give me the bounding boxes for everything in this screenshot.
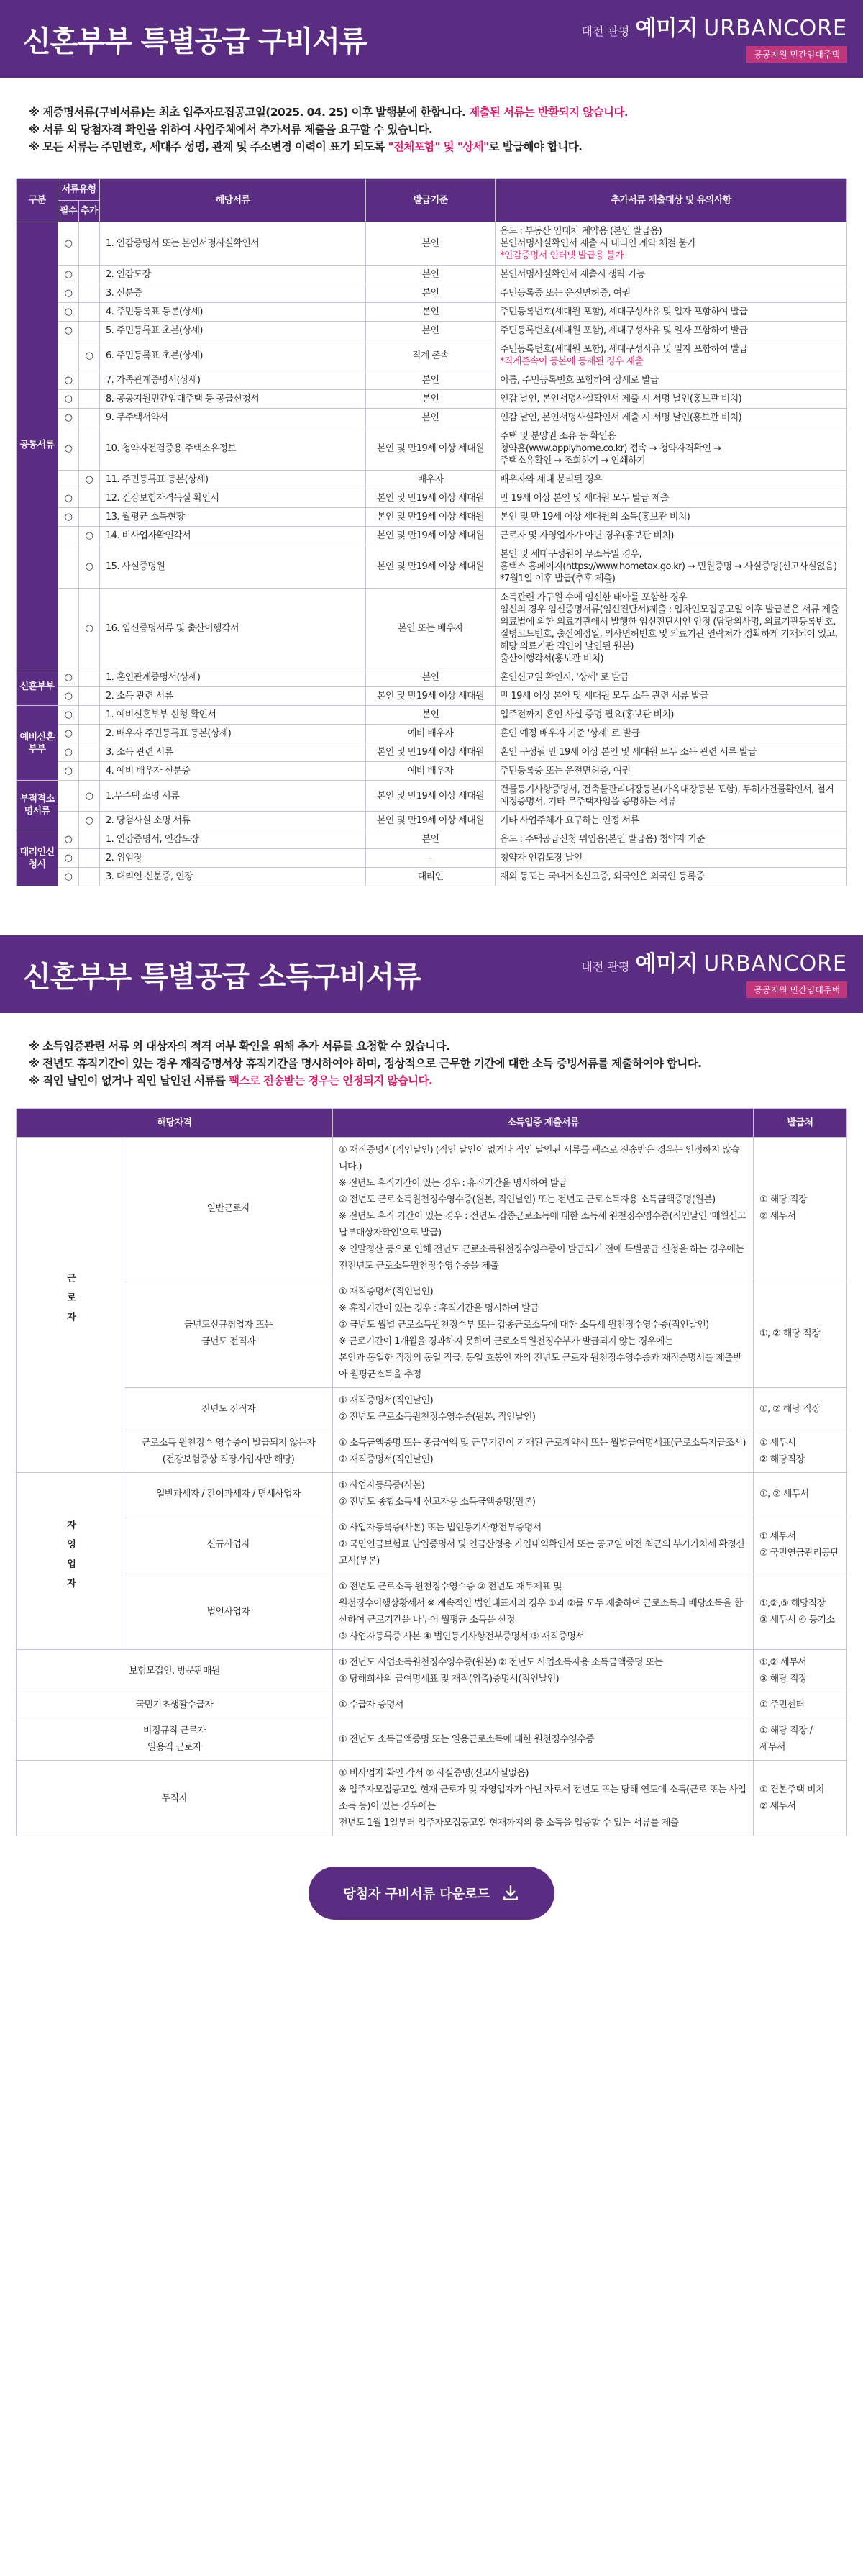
doc-note: 본인서명사실확인서 제출시 생략 가능 bbox=[496, 266, 847, 284]
header-required: 필수 bbox=[58, 201, 79, 222]
issuer: 본인 bbox=[366, 409, 496, 427]
additional-mark: ○ bbox=[79, 471, 100, 489]
table-row bbox=[17, 830, 847, 849]
table-row bbox=[17, 589, 847, 668]
required-mark: ○ bbox=[58, 508, 79, 527]
doc-name: 12. 건강보험자격득실 확인서 bbox=[100, 489, 366, 508]
required-mark: ○ bbox=[58, 830, 79, 849]
issuer: 본인 bbox=[366, 668, 496, 687]
doc-name: 4. 주민등록표 등본(상세) bbox=[100, 303, 366, 322]
qual-issuer: ① 해당 직장 ② 세무서 bbox=[754, 1138, 847, 1279]
doc-name: 2. 위임장 bbox=[100, 849, 366, 868]
doc-note: 만 19세 이상 본인 및 세대원 모두 발급 제출 bbox=[496, 489, 847, 508]
header-issuer2: 발급처 bbox=[754, 1109, 847, 1138]
qual-issuer: ①,②,⑤ 해당직장 ③ 세무서 ④ 등기소 bbox=[754, 1574, 847, 1650]
additional-mark: ○ bbox=[79, 589, 100, 668]
table-row bbox=[17, 508, 847, 527]
qual-docs: ① 사업자등록증(사본) 또는 법인등기사항전부증명서 ② 국민연금보험료 납입증명서 및 연금산정용 가입내역확인서 또는 공고일 이전 최근의 부가가치세 확정신고서(부본) bbox=[333, 1515, 754, 1574]
note-highlight: "전체포함" 및 "상세" bbox=[388, 140, 489, 153]
qual-type: 일반근로자 bbox=[124, 1138, 333, 1279]
additional-mark bbox=[79, 706, 100, 725]
required-mark: ○ bbox=[58, 725, 79, 743]
download-wrap bbox=[0, 1836, 863, 1920]
note-line: ※ 소득입증관련 서류 외 대상자의 적격 여부 확인을 위해 추가 서류를 요청할 수 있습니다. bbox=[29, 1040, 450, 1053]
qual-type: 금년도신규취업자 또는 금년도 전직자 bbox=[124, 1279, 333, 1388]
additional-mark: ○ bbox=[79, 340, 100, 371]
additional-mark bbox=[79, 322, 100, 340]
section2-notes bbox=[0, 1013, 863, 1089]
additional-mark bbox=[79, 762, 100, 781]
required-mark: ○ bbox=[58, 427, 79, 471]
required-mark bbox=[58, 545, 79, 589]
qual-type: 보험모집인, 방문판매원 bbox=[17, 1650, 333, 1692]
doc-name: 15. 사실증명원 bbox=[100, 545, 366, 589]
brand-logo bbox=[581, 10, 847, 63]
doc-name: 6. 주민등록표 초본(상세) bbox=[100, 340, 366, 371]
doc-name: 13. 월평균 소득현황 bbox=[100, 508, 366, 527]
issuer: 본인 및 만19세 이상 세대원 bbox=[366, 743, 496, 762]
doc-note: 혼인 예정 배우자 기준 '상세' 로 발급 bbox=[496, 725, 847, 743]
table-row bbox=[17, 868, 847, 886]
doc-name: 1. 인감증명서 또는 본인서명사실확인서 bbox=[100, 222, 366, 266]
qual-type: 일반과세자 / 간이과세자 / 면세사업자 bbox=[124, 1473, 333, 1515]
table-row bbox=[17, 1279, 847, 1388]
brand-main: 예미지 bbox=[635, 951, 698, 976]
header-issuer: 발급기준 bbox=[366, 179, 496, 222]
doc-note: 용도 : 부동산 임대차 계약용 (본인 발급용) 본인서명사실확인서 제출 시 대리인 계약 체결 불가 *인감증명서 인터넷 발급용 불가 bbox=[496, 222, 847, 266]
qual-group bbox=[17, 1138, 124, 1473]
doc-note: 용도 : 주택공급신청 위임용(본인 발급용) 청약자 기준 bbox=[496, 830, 847, 849]
doc-note: 기타 사업주체가 요구하는 인정 서류 bbox=[496, 812, 847, 830]
qual-docs: ① 소득금액증명 또는 총급여액 및 근무기간이 기재된 근로계약서 또는 월별급여명세표(근로소득지급조서) ② 재직증명서(직인날인) bbox=[333, 1430, 754, 1473]
qual-group-label: 근로자 bbox=[65, 1273, 76, 1331]
doc-note: 청약자 인감도장 날인 bbox=[496, 849, 847, 868]
header-additional: 추가 bbox=[79, 201, 100, 222]
brand-core: URBANCORE bbox=[703, 951, 847, 976]
table-row bbox=[17, 427, 847, 471]
doc-name: 2. 인감도장 bbox=[100, 266, 366, 284]
qual-type: 비정규직 근로자 일용직 근로자 bbox=[17, 1718, 333, 1761]
doc-note: 근로자 및 자영업자가 아닌 경우(홍보관 비치) bbox=[496, 527, 847, 545]
doc-note: 건물등기사항증명서, 건축물관리대장등본(가옥대장등본 포함), 무허가건물확인서, 철거예정증명서, 기타 무주택자임을 증명하는 서류 bbox=[496, 781, 847, 812]
doc-name: 2. 당첨사실 소명 서류 bbox=[100, 812, 366, 830]
issuer: 직계 존속 bbox=[366, 340, 496, 371]
table-row bbox=[17, 1388, 847, 1430]
additional-mark bbox=[79, 668, 100, 687]
additional-mark: ○ bbox=[79, 527, 100, 545]
table-row bbox=[17, 1473, 847, 1515]
issuer: 본인 bbox=[366, 222, 496, 266]
table-row bbox=[17, 222, 847, 266]
qual-docs: ① 전년도 사업소득원천징수영수증(원본) ② 전년도 사업소득자용 소득금액증명 또는 ③ 당해회사의 급여명세표 및 재직(위촉)증명서(직인날인) bbox=[333, 1650, 754, 1692]
doc-note: 주민등록증 또는 운전면허증, 여권 bbox=[496, 284, 847, 303]
doc-name: 3. 대리인 신분증, 인장 bbox=[100, 868, 366, 886]
qual-type: 무직자 bbox=[17, 1761, 333, 1836]
doc-note: 주민등록번호(세대원 포함), 세대구성사유 및 일자 포함하여 발급 bbox=[496, 322, 847, 340]
table-row bbox=[17, 322, 847, 340]
header-notes: 추가서류 제출대상 및 유의사항 bbox=[496, 179, 847, 222]
brand-sub: 대전 관평 bbox=[581, 24, 630, 38]
doc-name: 11. 주민등록표 등본(상세) bbox=[100, 471, 366, 489]
additional-mark bbox=[79, 489, 100, 508]
table-row bbox=[17, 781, 847, 812]
table-row bbox=[17, 303, 847, 322]
brand-tag: 공공지원 민간임대주택 bbox=[746, 981, 847, 998]
qual-issuer: ① 견본주택 비치 ② 세무서 bbox=[754, 1761, 847, 1836]
required-mark: ○ bbox=[58, 668, 79, 687]
qual-group bbox=[17, 1473, 124, 1650]
table-row bbox=[17, 706, 847, 725]
table-row bbox=[17, 725, 847, 743]
qual-type: 국민기초생활수급자 bbox=[17, 1692, 333, 1718]
brand-main: 예미지 bbox=[635, 16, 698, 41]
table-row bbox=[17, 1574, 847, 1650]
issuer: 본인 bbox=[366, 322, 496, 340]
qual-issuer: ① 주민센터 bbox=[754, 1692, 847, 1718]
additional-mark bbox=[79, 284, 100, 303]
additional-mark bbox=[79, 222, 100, 266]
doc-name: 10. 청약자전검증용 주택소유정보 bbox=[100, 427, 366, 471]
section1-banner bbox=[0, 0, 863, 78]
additional-mark: ○ bbox=[79, 812, 100, 830]
doc-note: 인감 날인, 본인서명사실확인서 제출 시 서명 날인(홍보관 비치) bbox=[496, 390, 847, 409]
issuer: 본인 및 만19세 이상 세대원 bbox=[366, 489, 496, 508]
additional-mark bbox=[79, 687, 100, 706]
doc-note: 만 19세 이상 본인 및 세대원 모두 소득 관련 서류 발급 bbox=[496, 687, 847, 706]
issuer: 대리인 bbox=[366, 868, 496, 886]
qual-docs: ① 재직증명서(직인날인) (직인 날인이 없거나 직인 날인된 서류를 팩스로 전송받은 경우는 인정하지 않습니다.) ※ 전년도 휴직기간이 있는 경우 : 휴직기간을 명시하여 발급 ② 전년도 근로소득원천징수영수증(원본, 직인날인) 또는 전년도 근로소득자용 소득금액증명(원본) ※ 전년도 휴직 기간이 있는 경우 : 전년도 갑종근로소득에 대한 소득세 원천징수영수증(직인날인 '매월신고납부대상자확인'으로 발급) ※ 연말정산 등으로 인해 전년도 근로소득원천징수영수증이 발급되기 전에 특별공급 신청을 하는 경우에는 전전년도 근로소득원천징수영수증을 제출 bbox=[333, 1138, 754, 1279]
doc-note: 인감 날인, 본인서명사실확인서 제출 시 서명 날인(홍보관 비치) bbox=[496, 409, 847, 427]
table-row bbox=[17, 1718, 847, 1761]
note-highlight: 팩스로 전송받는 경우는 인정되지 않습니다. bbox=[229, 1074, 433, 1087]
doc-note: 배우자와 세대 분리된 경우 bbox=[496, 471, 847, 489]
table-row bbox=[17, 1430, 847, 1473]
table-row bbox=[17, 1650, 847, 1692]
note-highlight: 제출된 서류는 반환되지 않습니다. bbox=[469, 106, 629, 119]
section1-notes bbox=[0, 78, 863, 155]
additional-mark bbox=[79, 830, 100, 849]
issuer: 본인 및 만19세 이상 세대원 bbox=[366, 781, 496, 812]
qual-docs: ① 사업자등록증(사본) ② 전년도 종합소득세 신고자용 소득금액증명(원본) bbox=[333, 1473, 754, 1515]
doc-name: 16. 임신증명서류 및 출산이행각서 bbox=[100, 589, 366, 668]
required-mark: ○ bbox=[58, 706, 79, 725]
section1-table-wrap bbox=[0, 155, 863, 886]
issuer: 본인 bbox=[366, 284, 496, 303]
required-mark bbox=[58, 340, 79, 371]
download-icon bbox=[501, 1884, 520, 1902]
doc-name: 1. 인감증명서, 인감도장 bbox=[100, 830, 366, 849]
additional-mark bbox=[79, 725, 100, 743]
note-line: ※ 제증명서류(구비서류)는 최초 입주자모집공고일(2025. 04. 25) 이후 발행분에 한합니다. 제출된 서류는 반환되지 않습니다. bbox=[29, 106, 629, 119]
doc-note: 입주전까지 혼인 사실 증명 필요(홍보관 비치) bbox=[496, 706, 847, 725]
group-label: 부적격소명서류 bbox=[17, 781, 58, 830]
qual-issuer: ①, ② 세무서 bbox=[754, 1473, 847, 1515]
issuer: 본인 bbox=[366, 706, 496, 725]
additional-mark bbox=[79, 743, 100, 762]
required-mark: ○ bbox=[58, 266, 79, 284]
qual-issuer: ① 세무서 ② 해당직장 bbox=[754, 1430, 847, 1473]
doc-note-warning: *인감증명서 인터넷 발급용 불가 bbox=[500, 250, 624, 261]
group-label: 신혼부부 bbox=[17, 668, 58, 706]
doc-note: 본인 및 만 19세 이상 세대원의 소득(홍보관 비치) bbox=[496, 508, 847, 527]
table-row bbox=[17, 284, 847, 303]
table-row bbox=[17, 527, 847, 545]
doc-name: 1.무주택 소명 서류 bbox=[100, 781, 366, 812]
required-mark: ○ bbox=[58, 371, 79, 390]
doc-name: 1. 혼인관계증명서(상세) bbox=[100, 668, 366, 687]
additional-mark: ○ bbox=[79, 781, 100, 812]
table-row bbox=[17, 668, 847, 687]
qual-type: 근로소득 원천징수 영수증이 발급되지 않는자 (건강보험증상 직장가입자만 해당) bbox=[124, 1430, 333, 1473]
doc-name: 5. 주민등록표 초본(상세) bbox=[100, 322, 366, 340]
doc-name: 9. 무주택서약서 bbox=[100, 409, 366, 427]
qual-docs: ① 재직증명서(직인날인) ※ 휴직기간이 있는 경우 : 휴직기간을 명시하여 발급 ② 금년도 월별 근로소득원천징수부 또는 갑종근로소득에 대한 소득세 원천징수영수증(직인날인) ※ 근로기간이 1개월을 경과하지 못하여 근로소득원천징수부가 발급되지 않는 경우에는 본인과 동일한 직장의 동일 직급, 동일 호봉인 자의 전년도 근로자 원천징수영수증과 재직증명서를 제출받아 월평균소득을 추정 bbox=[333, 1279, 754, 1388]
table-row bbox=[17, 266, 847, 284]
qual-issuer: ① 해당 직장 / 세무서 bbox=[754, 1718, 847, 1761]
qual-docs: ① 수급자 증명서 bbox=[333, 1692, 754, 1718]
doc-name: 1. 예비신혼부부 신청 확인서 bbox=[100, 706, 366, 725]
doc-note: 혼인 구성될 만 19세 이상 본인 및 세대원 모두 소득 관련 서류 발급 bbox=[496, 743, 847, 762]
issuer: 본인 및 만19세 이상 세대원 bbox=[366, 508, 496, 527]
doc-note: 주민등록번호(세대원 포함), 세대구성사유 및 일자 포함하여 발급 *직계존속이 등본에 등재된 경우 제출 bbox=[496, 340, 847, 371]
doc-name: 2. 배우자 주민등록표 등본(상세) bbox=[100, 725, 366, 743]
issuer: 본인 및 만19세 이상 세대원 bbox=[366, 427, 496, 471]
doc-note: 혼인신고일 확인시, '상세' 로 발급 bbox=[496, 668, 847, 687]
qual-issuer: ①, ② 해당 직장 bbox=[754, 1388, 847, 1430]
required-mark bbox=[58, 471, 79, 489]
qual-docs: ① 재직증명서(직인날인) ② 전년도 근로소득원천징수영수증(원본, 직인날인) bbox=[333, 1388, 754, 1430]
issuer: 본인 및 만19세 이상 세대원 bbox=[366, 527, 496, 545]
doc-name: 14. 비사업자확인각서 bbox=[100, 527, 366, 545]
required-mark: ○ bbox=[58, 222, 79, 266]
note-line: ※ 모든 서류는 주민번호, 세대주 성명, 관계 및 주소변경 이력이 표기 되도록 "전체포함" 및 "상세"로 발급해야 합니다. bbox=[29, 140, 583, 153]
doc-note: 주민등록번호(세대원 포함), 세대구성사유 및 일자 포함하여 발급 bbox=[496, 303, 847, 322]
note-line: ※ 직인 날인이 없거나 직인 날인된 서류를 팩스로 전송받는 경우는 인정되지 않습니다. bbox=[29, 1074, 433, 1087]
additional-mark bbox=[79, 303, 100, 322]
required-docs-table bbox=[16, 178, 847, 886]
header-group: 구분 bbox=[17, 179, 58, 222]
doc-name: 4. 예비 배우자 신분증 bbox=[100, 762, 366, 781]
header-doc: 해당서류 bbox=[100, 179, 366, 222]
required-mark: ○ bbox=[58, 390, 79, 409]
issuer: - bbox=[366, 849, 496, 868]
required-mark bbox=[58, 589, 79, 668]
doc-name: 8. 공공지원민간임대주택 등 공급신청서 bbox=[100, 390, 366, 409]
issuer: 본인 bbox=[366, 266, 496, 284]
doc-note: 소득관련 가구원 수에 임신한 태아를 포함한 경우 임신의 경우 임신증명서류(임신진단서)제출 : 입차인모집공고일 이후 발급분은 서류 제출 의료법에 의한 의료기관에서 발행한 임신진단서인 인정 (담당의사명, 의료기관등록번호, 질병코드번호, 출산예정일, 의사면허번호 및 의료기관 연락처가 정확하게 기재되어 있고, 해당 의료기관 직인이 날인된 원본) 출산이행각서(홍보관 비치) bbox=[496, 589, 847, 668]
additional-mark bbox=[79, 371, 100, 390]
additional-mark bbox=[79, 427, 100, 471]
doc-note-warning: *직계존속이 등본에 등재된 경우 제출 bbox=[500, 356, 644, 367]
section1-title: 신혼부부 특별공급 구비서류 bbox=[23, 24, 367, 58]
section2-banner bbox=[0, 935, 863, 1013]
header-qual: 해당자격 bbox=[17, 1109, 333, 1138]
issuer: 본인 및 만19세 이상 세대원 bbox=[366, 687, 496, 706]
table-row bbox=[17, 545, 847, 589]
table-row bbox=[17, 687, 847, 706]
required-mark: ○ bbox=[58, 303, 79, 322]
section2-title: 신혼부부 특별공급 소득구비서류 bbox=[23, 960, 421, 994]
required-mark: ○ bbox=[58, 762, 79, 781]
required-mark bbox=[58, 781, 79, 812]
table-row bbox=[17, 390, 847, 409]
qual-type: 전년도 전직자 bbox=[124, 1388, 333, 1430]
table-row bbox=[17, 849, 847, 868]
required-mark bbox=[58, 527, 79, 545]
brand-tag: 공공지원 민간임대주택 bbox=[746, 46, 847, 63]
qual-type: 법인사업자 bbox=[124, 1574, 333, 1650]
doc-note: 본인 및 세대구성원이 무소득일 경우, 홈택스 홈페이지(https://www.hometax.go.kr) → 민원증명 → 사실증명(신고사실없음) *7월1일 이후 발급(추후 제출) bbox=[496, 545, 847, 589]
qual-docs: ① 전년도 소득금액증명 또는 일용근로소득에 대한 원천징수영수증 bbox=[333, 1718, 754, 1761]
brand-core: URBANCORE bbox=[703, 16, 847, 41]
note-line: ※ 서류 외 당첨자격 확인을 위하여 사업주체에서 추가서류 제출을 요구할 수 있습니다. bbox=[29, 123, 433, 136]
table-row bbox=[17, 1692, 847, 1718]
doc-note: 이름, 주민등록번호 포함하여 상세로 발급 bbox=[496, 371, 847, 390]
additional-mark bbox=[79, 849, 100, 868]
group-label: 공통서류 bbox=[17, 222, 58, 668]
income-docs-table bbox=[16, 1108, 847, 1836]
table-row bbox=[17, 409, 847, 427]
qual-issuer: ① 세무서 ② 국민연금관리공단 bbox=[754, 1515, 847, 1574]
additional-mark bbox=[79, 409, 100, 427]
brand-logo-2 bbox=[581, 945, 847, 998]
table-row bbox=[17, 371, 847, 390]
table-row bbox=[17, 1761, 847, 1836]
required-mark: ○ bbox=[58, 687, 79, 706]
additional-mark bbox=[79, 508, 100, 527]
doc-note: 재외 동포는 국내거소신고증, 외국인은 외국인 등록증 bbox=[496, 868, 847, 886]
qual-docs: ① 전년도 근로소득 원천징수영수증 ② 전년도 재무제표 및 원천징수이행상황세서 ※ 계속적인 법인대표자의 경우 ①과 ②를 모두 제출하여 근로소득과 배당소득을 합산하여 근로기간을 나누어 월평균 소득을 산정 ③ 사업자등록증 사본 ④ 법인등기사항전부증명서 ⑤ 재직증명서 bbox=[333, 1574, 754, 1650]
table-row bbox=[17, 340, 847, 371]
issuer: 본인 bbox=[366, 390, 496, 409]
issuer: 본인 및 만19세 이상 세대원 bbox=[366, 812, 496, 830]
table-row bbox=[17, 471, 847, 489]
issuer: 본인 및 만19세 이상 세대원 bbox=[366, 545, 496, 589]
required-mark: ○ bbox=[58, 849, 79, 868]
additional-mark bbox=[79, 868, 100, 886]
required-mark: ○ bbox=[58, 409, 79, 427]
table-row bbox=[17, 812, 847, 830]
additional-mark bbox=[79, 266, 100, 284]
table-row bbox=[17, 1515, 847, 1574]
group-label: 예비신혼부부 bbox=[17, 706, 58, 781]
required-mark: ○ bbox=[58, 489, 79, 508]
download-label: 당첨자 구비서류 다운로드 bbox=[343, 1887, 490, 1902]
qual-issuer: ①, ② 해당 직장 bbox=[754, 1279, 847, 1388]
table-row bbox=[17, 1138, 847, 1279]
issuer: 배우자 bbox=[366, 471, 496, 489]
required-mark: ○ bbox=[58, 743, 79, 762]
header-type: 서류유형 bbox=[58, 179, 100, 201]
doc-name: 2. 소득 관련 서류 bbox=[100, 687, 366, 706]
required-mark: ○ bbox=[58, 868, 79, 886]
qual-docs: ① 비사업자 확인 각서 ② 사실증명(신고사실없음) ※ 입주자모집공고일 현재 근로자 및 자영업자가 아닌 자로서 전년도 또는 당해 연도에 소득(근로 또는 사업소득 등)이 있는 경우에는 전년도 1월 1일부터 입주자모집공고일 현재까지의 총 소득을 입증할 수 있는 서류를 제출 bbox=[333, 1761, 754, 1836]
qual-issuer: ①,② 세무서 ③ 해당 직장 bbox=[754, 1650, 847, 1692]
table-row bbox=[17, 489, 847, 508]
required-mark bbox=[58, 812, 79, 830]
header-docs: 소득입증 제출서류 bbox=[333, 1109, 754, 1138]
doc-note: 주택 및 분양권 소유 등 확인용 청약홈(www.applyhome.co.kr) 접속 → 청약자격확인 → 주택소유확인 → 조회하기 → 인쇄하기 bbox=[496, 427, 847, 471]
additional-mark bbox=[79, 390, 100, 409]
doc-note: 주민등록증 또는 운전면허증, 여권 bbox=[496, 762, 847, 781]
issuer: 본인 bbox=[366, 371, 496, 390]
required-mark: ○ bbox=[58, 322, 79, 340]
additional-mark: ○ bbox=[79, 545, 100, 589]
brand-sub: 대전 관평 bbox=[581, 960, 630, 974]
doc-name: 3. 신분증 bbox=[100, 284, 366, 303]
qual-group-label: 자영업자 bbox=[65, 1519, 76, 1597]
doc-name: 7. 가족관계증명서(상세) bbox=[100, 371, 366, 390]
issuer: 예비 배우자 bbox=[366, 725, 496, 743]
issuer: 본인 bbox=[366, 830, 496, 849]
group-label: 대리인신청시 bbox=[17, 830, 58, 886]
section2 bbox=[0, 935, 863, 1920]
download-button[interactable] bbox=[309, 1867, 554, 1920]
doc-name: 3. 소득 관련 서류 bbox=[100, 743, 366, 762]
table-row bbox=[17, 743, 847, 762]
issuer: 본인 bbox=[366, 303, 496, 322]
qual-type: 신규사업자 bbox=[124, 1515, 333, 1574]
issuer: 본인 또는 배우자 bbox=[366, 589, 496, 668]
section2-table-wrap bbox=[0, 1089, 863, 1836]
note-line: ※ 전년도 휴직기간이 있는 경우 재직증명서상 휴직기간을 명시하여야 하며, 정상적으로 근무한 기간에 대한 소득 증빙서류를 제출하여야 합니다. bbox=[29, 1057, 702, 1070]
issuer: 예비 배우자 bbox=[366, 762, 496, 781]
table-row bbox=[17, 762, 847, 781]
required-mark: ○ bbox=[58, 284, 79, 303]
